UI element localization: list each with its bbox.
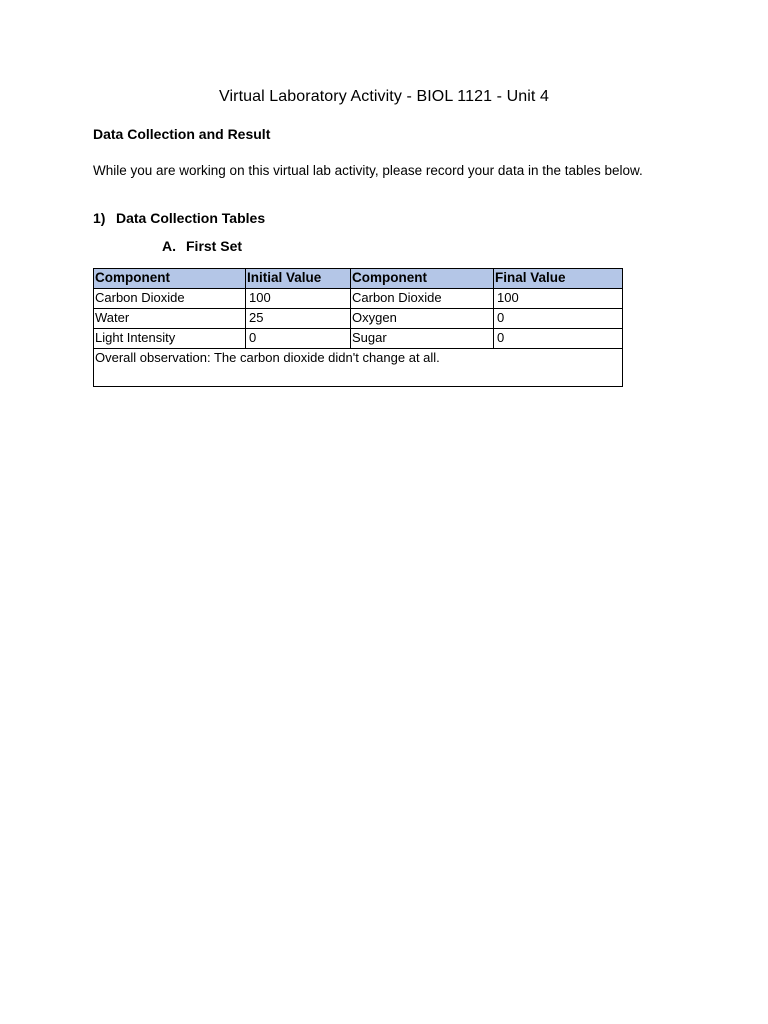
table-cell: 25 [246, 309, 351, 329]
page-title: Virtual Laboratory Activity - BIOL 1121 - Unit 4 [219, 88, 549, 105]
table-header-row [94, 269, 623, 289]
observation-row [94, 349, 623, 387]
table-cell: Oxygen [351, 309, 494, 329]
table-cell: 0 [246, 329, 351, 349]
sub-heading [162, 238, 242, 254]
sub-number: A. [162, 238, 176, 254]
table-row [94, 329, 623, 349]
header-component-initial: Component [94, 269, 246, 289]
list-heading [93, 210, 265, 226]
table-cell: Sugar [351, 329, 494, 349]
observation-cell: Overall observation: The carbon dioxide didn't change at all. [94, 349, 623, 387]
table-cell: Light Intensity [94, 329, 246, 349]
table-cell: 100 [246, 289, 351, 309]
list-label: Data Collection Tables [116, 210, 266, 226]
header-initial-value: Initial Value [246, 269, 351, 289]
table-row [94, 309, 623, 329]
table-cell: Carbon Dioxide [94, 289, 246, 309]
table-cell: 0 [494, 309, 623, 329]
header-final-value: Final Value [494, 269, 623, 289]
section-heading: Data Collection and Result [93, 126, 271, 142]
table-cell: 0 [494, 329, 623, 349]
intro-paragraph: While you are working on this virtual lab activity, please record your data in the tables below. [93, 163, 643, 178]
sub-label: First Set [186, 238, 243, 254]
table-cell: Carbon Dioxide [351, 289, 494, 309]
table-row [94, 289, 623, 309]
data-collection-table [93, 268, 623, 387]
table-cell: 100 [494, 289, 623, 309]
header-component-final: Component [351, 269, 494, 289]
list-number: 1) [93, 210, 106, 226]
table-cell: Water [94, 309, 246, 329]
